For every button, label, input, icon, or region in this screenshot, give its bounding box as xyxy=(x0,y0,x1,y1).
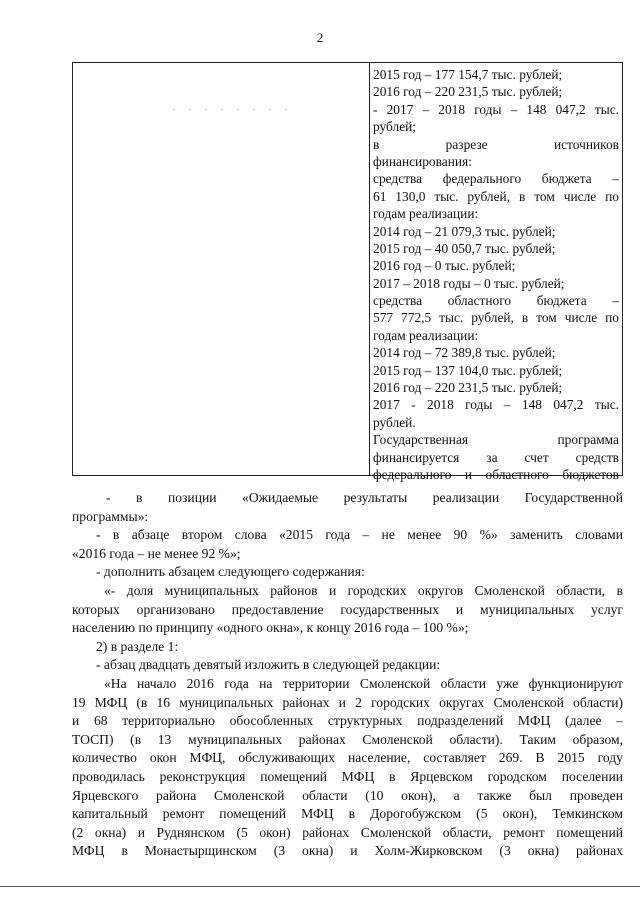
body-line: проводилась реконструкция помещений МФЦ в Ярцевском городском поселении xyxy=(72,768,623,784)
table-line: рублей; xyxy=(373,119,417,135)
body-line: (2 окна) и Руднянском (5 окон) районах Смоленской области, ремонт помещений xyxy=(72,824,623,840)
table-right-cell xyxy=(373,66,619,483)
table-line: 61 130,0 тыс. рублей, в том числе по xyxy=(373,188,619,204)
table-line: 2015 год – 137 104,0 тыс. рублей; xyxy=(373,362,563,378)
body-line: «- доля муниципальных районов и городских округов Смоленской области, в xyxy=(104,582,623,598)
body-line: капитальный ремонт помещений МФЦ в Дорогобужском (5 окон), Темкинском xyxy=(72,806,623,822)
body-line: 19 МФЦ (в 16 муниципальных районах и 2 городских округах Смоленской области) xyxy=(72,694,623,710)
body-line: МФЦ в Монастырщинском (3 окна) и Холм-Жирковском (3 окна) районах xyxy=(72,843,623,859)
table-line: 577 772,5 тыс. рублей, в том числе по xyxy=(373,310,619,326)
body-line: населению по принципу «одного окна», к концу 2016 года – 100 %»; xyxy=(72,620,469,636)
body-line: - абзац двадцать девятый изложить в следующей редакции: xyxy=(96,657,441,673)
table-line: 2014 год – 21 079,3 тыс. рублей; xyxy=(373,223,556,239)
table-line: рублей. xyxy=(373,414,416,430)
body-line: ТОСП) (в 13 муниципальных районах Смоленской области). Таким образом, xyxy=(72,731,623,747)
body-line: «На начало 2016 года на территории Смоленской области уже функционируют xyxy=(104,675,623,691)
table-column-divider xyxy=(369,63,370,475)
table-line: в разрезе источников xyxy=(373,136,619,152)
table-line: 2016 год – 220 231,5 тыс. рублей; xyxy=(373,84,563,100)
body-line: «2016 года – не менее 92 %»; xyxy=(72,545,241,561)
page-number: 2 xyxy=(316,30,324,45)
body-line: - в абзаце втором слова «2015 года – не менее 90 %» заменить словами xyxy=(96,527,623,543)
table-line: 2016 год – 0 тыс. рублей; xyxy=(373,258,516,274)
left-cell-marks: . . . . . . . . xyxy=(173,103,293,112)
table-line: годам реализации: xyxy=(373,327,479,343)
table-line: средства областного бюджета – xyxy=(373,293,619,309)
body-line: которых организовано предоставление государственных и муниципальных услуг xyxy=(72,601,623,617)
body-line: количество окон МФЦ, обслуживающих население, составляет 269. В 2015 году xyxy=(72,750,623,766)
table-line: Государственная программа xyxy=(373,432,619,448)
table-left-cell xyxy=(73,63,369,475)
document-body xyxy=(72,489,623,861)
body-line: и 68 территориально обособленных структурных подразделений МФЦ (далее – xyxy=(72,713,623,729)
table-line: средства федерального бюджета – xyxy=(373,171,619,187)
body-line: 2) в разделе 1: xyxy=(96,638,179,654)
table-line: 2014 год – 72 389,8 тыс. рублей; xyxy=(373,345,556,361)
body-line: - в позиции «Ожидаемые результаты реализации Государственной xyxy=(106,490,623,505)
program-table xyxy=(72,62,623,482)
body-line: - дополнить абзацем следующего содержания: xyxy=(96,564,365,580)
table-line: 2015 год – 177 154,7 тыс. рублей; xyxy=(373,67,563,82)
table-line: финансируется за счет средств xyxy=(373,449,619,465)
table-line: - 2017 – 2018 годы – 148 047,2 тыс. xyxy=(373,101,619,117)
scan-footer-rule xyxy=(0,886,640,887)
table-line: 2016 год – 220 231,5 тыс. рублей; xyxy=(373,380,563,396)
table-line: 2017 - 2018 годы – 148 047,2 тыс. xyxy=(373,397,619,413)
body-line: Ярцевского района Смоленской области (10 окон), а также был проведен xyxy=(72,787,623,803)
table-line: годам реализации: xyxy=(373,206,479,222)
table-line: федерального и областного бюджетов xyxy=(373,466,619,482)
table-line: 2015 год – 40 050,7 тыс. рублей; xyxy=(373,240,556,256)
body-line: программы»: xyxy=(72,508,149,524)
table-line: финансирования: xyxy=(373,153,472,169)
table-line: 2017 – 2018 годы – 0 тыс. рублей; xyxy=(373,275,565,291)
